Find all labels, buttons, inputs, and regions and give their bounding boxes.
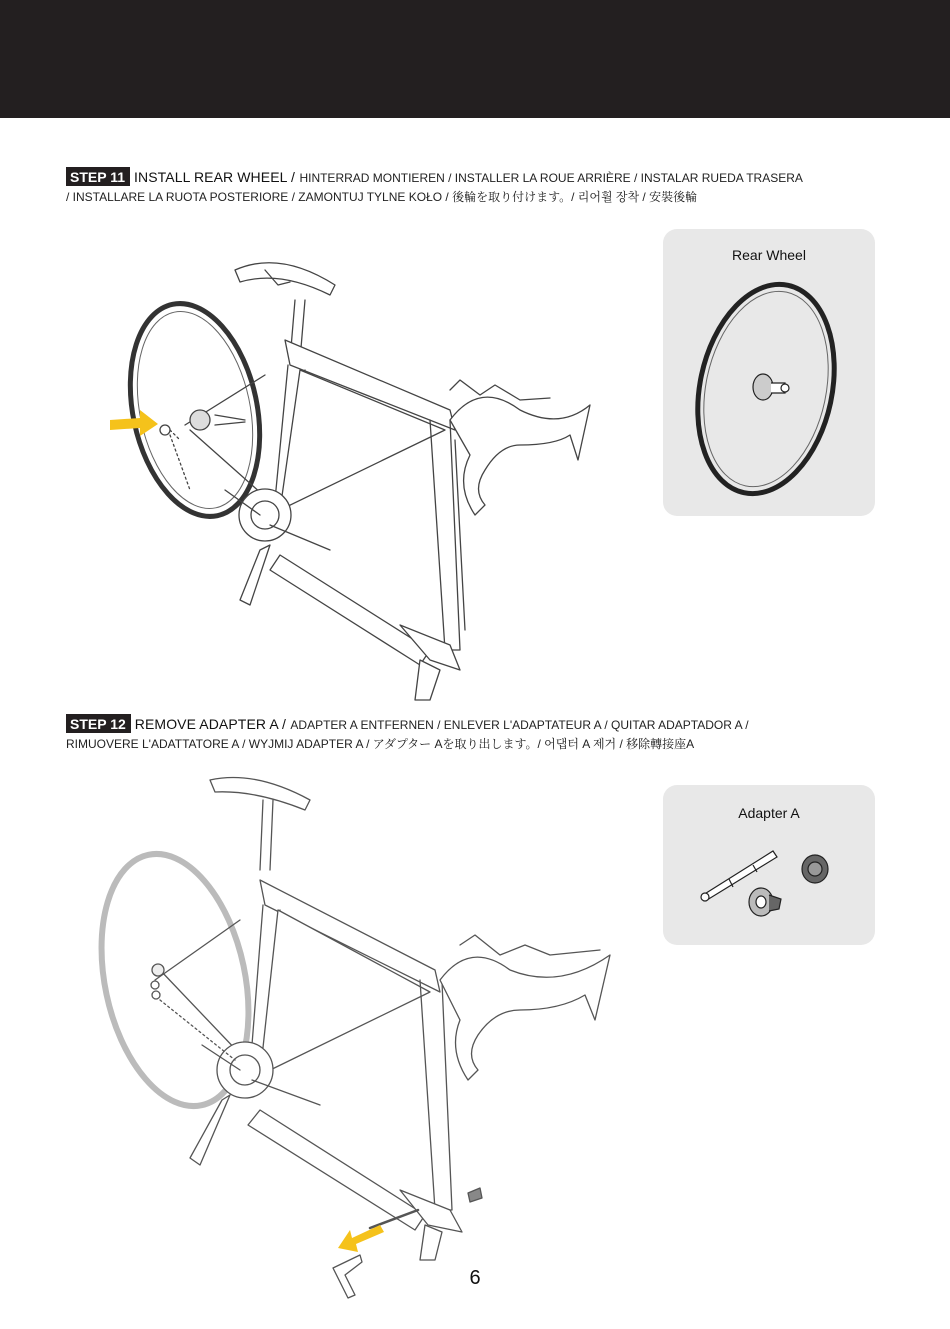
step-12-header	[66, 714, 886, 754]
step-12-title: REMOVE ADAPTER A /	[134, 716, 286, 732]
top-header-bar	[0, 0, 950, 118]
rear-wheel-panel	[663, 229, 875, 516]
step-12-subtitle-1: ADAPTER A ENTFERNEN / ENLEVER L'ADAPTATEUR A / QUITAR ADAPTADOR A /	[290, 718, 749, 732]
step-12-subtitle-2: RIMUOVERE L'ADATTATORE A / WYJMIJ ADAPTER A / アダプター Aを取り出します。/ 어댑터 A 제거 / 移除轉接座A	[66, 737, 695, 751]
adapter-a-panel-title: Adapter A	[738, 805, 800, 821]
page-number: 6	[469, 1267, 481, 1289]
step-11-badge: STEP 11	[66, 167, 130, 186]
step-11-title: INSTALL REAR WHEEL /	[134, 169, 295, 185]
step-11-subtitle-1: HINTERRAD MONTIEREN / INSTALLER LA ROUE ARRIÈRE / INSTALAR RUEDA TRASERA	[299, 171, 803, 185]
step-11-bike-illustration	[100, 230, 620, 710]
step-11-header	[66, 167, 886, 207]
step-12-badge: STEP 12	[66, 714, 131, 733]
adapter-a-panel	[663, 785, 875, 945]
step-11-subtitle-2: / INSTALLARE LA RUOTA POSTERIORE / ZAMONTUJ TYLNE KOŁO / 後輪を取り付けます。/ 리어휠 장착 / 安裝後輪	[66, 190, 698, 204]
adapter-a-parts-icon	[693, 837, 843, 927]
rear-wheel-panel-title: Rear Wheel	[732, 247, 806, 263]
rear-wheel-icon	[693, 281, 845, 501]
step-12-bike-illustration	[80, 770, 640, 1310]
